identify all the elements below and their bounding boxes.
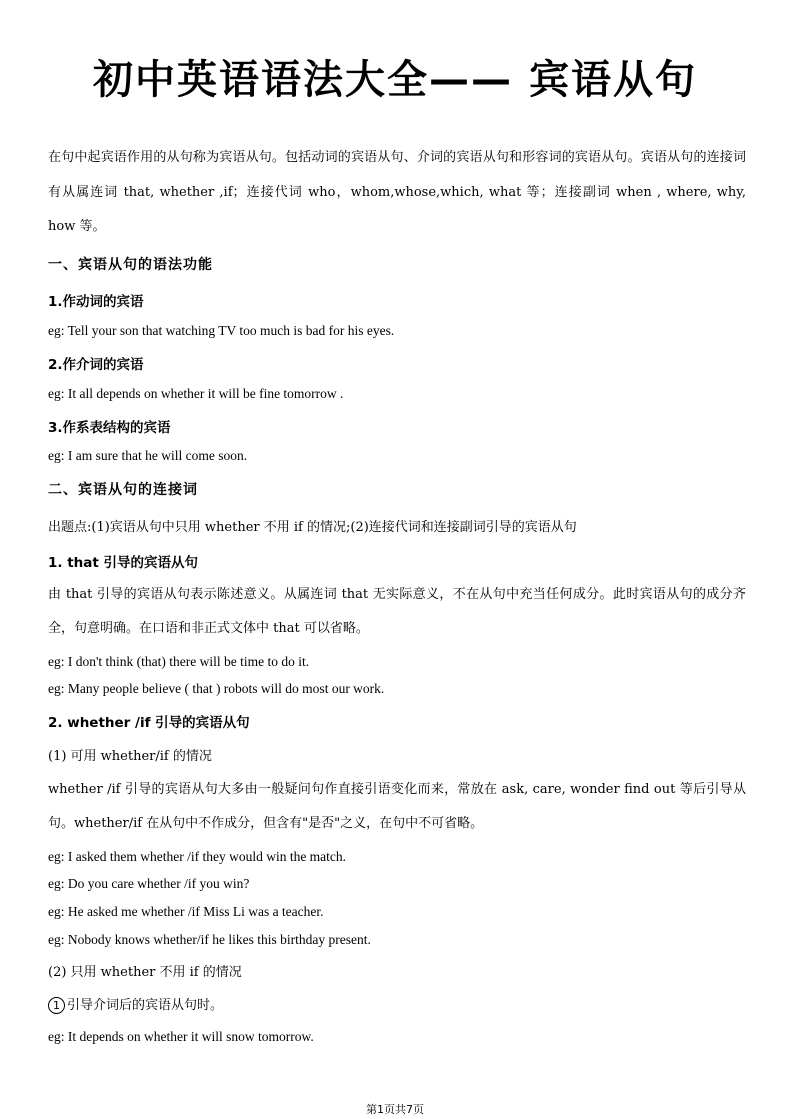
case1-paragraph: whether /if 引导的宾语从句大多由一般疑问句作直接引语变化而来，常放在 ask, care, wonder find out 等后引导从句。whether/if 在从句中不作成分，但含有"是否"之义，在句中不可省略。	[48, 782, 746, 831]
page-title: 初中英语语法大全—— 宾语从句	[93, 57, 697, 103]
that-eg2: eg: Many people believe ( that ) robots will do most our work.	[48, 681, 385, 696]
case1-heading: (1) 可用 whether/if 的情况	[48, 749, 212, 764]
that-heading: 1. that 引导的宾语从句	[48, 555, 199, 571]
intro-paragraph: 在句中起宾语作用的从句称为宾语从句。包括动词的宾语从句、介词的宾语从句和形容词的宾语从句。宾语从句的连接词有从属连词 that, whether ,if；连接代词 who，whom,whose,which, what 等；连接副词 when , where, why, how 等。	[48, 150, 746, 234]
that-paragraph: 由 that 引导的宾语从句表示陈述意义。从属连词 that 无实际意义，不在从句中充当任何成分。此时宾语从句的成分齐全，句意明确。在口语和非正式文体中 that 可以省略。	[48, 587, 746, 636]
section2-focus: 出题点:(1)宾语从句中只用 whether 不用 if 的情况;(2)连接代词和连接副词引导的宾语从句	[48, 520, 577, 535]
case2-eg1: eg: It depends on whether it will snow tomorrow.	[48, 1029, 314, 1044]
section1-sub2: 2.作介词的宾语	[48, 357, 144, 373]
section1-heading: 一、宾语从句的语法功能	[48, 257, 213, 273]
that-eg1: eg: I don't think (that) there will be time to do it.	[48, 654, 310, 669]
case1-eg1: eg: I asked them whether /if they would win the match.	[48, 849, 347, 864]
case2-item1-text: 引导介词后的宾语从句时。	[67, 998, 224, 1013]
section2-heading: 二、宾语从句的连接词	[48, 482, 198, 498]
case1-eg3: eg: He asked me whether /if Miss Li was a teacher.	[48, 904, 324, 919]
section1-sub1: 1.作动词的宾语	[48, 294, 144, 310]
whether-heading: 2. whether /if 引导的宾语从句	[48, 715, 250, 731]
case1-eg4: eg: Nobody knows whether/if he likes this birthday present.	[48, 932, 371, 947]
page-footer: 第1页共7页	[366, 1103, 424, 1116]
case2-heading: (2) 只用 whether 不用 if 的情况	[48, 965, 242, 980]
section1-eg3: eg: I am sure that he will come soon.	[48, 448, 248, 463]
section1-eg1: eg: Tell your son that watching TV too much is bad for his eyes.	[48, 323, 395, 338]
section1-sub3: 3.作系表结构的宾语	[48, 420, 171, 436]
circled-number: 1	[48, 997, 65, 1014]
section1-eg2: eg: It all depends on whether it will be fine tomorrow .	[48, 386, 344, 401]
case1-eg2: eg: Do you care whether /if you win?	[48, 876, 250, 891]
case2-item1	[48, 994, 748, 1014]
